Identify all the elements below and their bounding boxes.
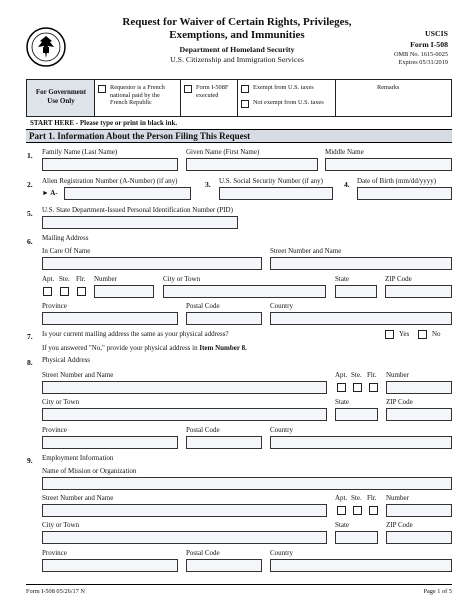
footer-form-edition: Form I-508 05/26/17 N bbox=[26, 588, 85, 595]
exempt-taxes-checkbox[interactable] bbox=[241, 85, 249, 93]
physical-ste-label: Ste. bbox=[351, 371, 362, 379]
department-name: Department of Homeland Security bbox=[179, 45, 295, 54]
a-number-field[interactable] bbox=[64, 187, 191, 200]
mailing-postal-label: Postal Code bbox=[186, 302, 220, 310]
physical-country-label: Country bbox=[270, 426, 293, 434]
physical-zip-label: ZIP Code bbox=[386, 398, 413, 406]
form-number: Form I-508 bbox=[410, 40, 448, 49]
ssn-label: U.S. Social Security Number (if any) bbox=[219, 177, 324, 185]
not-exempt-taxes-checkbox[interactable] bbox=[241, 100, 249, 108]
employment-country-label: Country bbox=[270, 549, 293, 557]
item-1-number: 1. bbox=[27, 151, 33, 160]
employment-ste-checkbox[interactable] bbox=[353, 506, 362, 515]
employment-postal-field[interactable] bbox=[186, 559, 262, 572]
mailing-city-label: City or Town bbox=[163, 275, 201, 283]
middle-name-label: Middle Name bbox=[325, 148, 364, 156]
same-address-no-checkbox[interactable] bbox=[418, 330, 427, 339]
physical-ste-checkbox[interactable] bbox=[353, 383, 362, 392]
dob-field[interactable] bbox=[357, 187, 452, 200]
employment-province-label: Province bbox=[42, 549, 67, 557]
middle-name-field[interactable] bbox=[325, 158, 452, 171]
employment-info-label: Employment Information bbox=[42, 454, 114, 462]
mailing-province-field[interactable] bbox=[42, 312, 178, 325]
employment-street-field[interactable] bbox=[42, 504, 327, 517]
physical-unit-number-field[interactable] bbox=[386, 381, 452, 394]
start-here-instruction: START HERE - Please type or print in black ink. bbox=[30, 119, 178, 127]
in-care-of-field[interactable] bbox=[42, 257, 262, 270]
physical-country-field[interactable] bbox=[270, 436, 452, 449]
mailing-country-field[interactable] bbox=[270, 312, 452, 325]
mailing-street-label: Street Number and Name bbox=[270, 247, 342, 255]
form-title-line1: Request for Waiver of Certain Rights, Privileges, bbox=[122, 16, 352, 28]
mailing-apt-label: Apt. bbox=[42, 275, 55, 283]
pid-field[interactable] bbox=[42, 216, 238, 229]
agency-name: U.S. Citizenship and Immigration Services bbox=[170, 55, 304, 64]
footer-divider bbox=[26, 584, 452, 585]
remarks-label: Remarks bbox=[377, 84, 400, 91]
physical-number-label: Number bbox=[386, 371, 409, 379]
if-no-item-ref: Item Number 8. bbox=[199, 344, 247, 352]
employment-apt-checkbox[interactable] bbox=[337, 506, 346, 515]
employment-street-label: Street Number and Name bbox=[42, 494, 114, 502]
item-4-number: 4. bbox=[344, 180, 350, 189]
mailing-flr-checkbox[interactable] bbox=[77, 287, 86, 296]
part1-header bbox=[26, 129, 452, 143]
dob-label: Date of Birth (mm/dd/yyyy) bbox=[357, 177, 437, 185]
given-name-label: Given Name (First Name) bbox=[186, 148, 260, 156]
pid-label: U.S. State Department-Issued Personal Identification Number (PID) bbox=[42, 206, 233, 214]
physical-postal-label: Postal Code bbox=[186, 426, 220, 434]
physical-flr-checkbox[interactable] bbox=[369, 383, 378, 392]
mailing-street-field[interactable] bbox=[270, 257, 452, 270]
french-national-label: Requestor is a French national paid by the French Republic bbox=[110, 84, 165, 106]
employment-postal-label: Postal Code bbox=[186, 549, 220, 557]
employment-zip-label: ZIP Code bbox=[386, 521, 413, 529]
employment-zip-field[interactable] bbox=[386, 531, 452, 544]
item-3-number: 3. bbox=[205, 180, 211, 189]
not-exempt-taxes-label: Not exempt from U.S. taxes bbox=[253, 99, 324, 106]
employment-number-label: Number bbox=[386, 494, 409, 502]
yes-label: Yes bbox=[399, 330, 410, 338]
mailing-state-field[interactable] bbox=[335, 285, 377, 298]
item-2-number: 2. bbox=[27, 180, 33, 189]
omb-number: OMB No. 1615-0025 bbox=[393, 51, 448, 58]
mailing-province-label: Province bbox=[42, 302, 67, 310]
physical-street-label: Street Number and Name bbox=[42, 371, 114, 379]
mission-name-label: Name of Mission or Organization bbox=[42, 467, 137, 475]
a-number-prefix: ► A- bbox=[42, 189, 58, 197]
physical-zip-field[interactable] bbox=[386, 408, 452, 421]
if-no-instruction bbox=[42, 345, 247, 352]
employment-city-label: City or Town bbox=[42, 521, 80, 529]
employment-country-field[interactable] bbox=[270, 559, 452, 572]
employment-state-field[interactable] bbox=[335, 531, 378, 544]
mailing-address-label: Mailing Address bbox=[42, 234, 89, 242]
physical-state-label: State bbox=[335, 398, 349, 406]
form-i508f-checkbox[interactable] bbox=[184, 85, 192, 93]
employment-state-label: State bbox=[335, 521, 349, 529]
form-title-line2: Exemptions, and Immunities bbox=[169, 29, 305, 41]
mailing-state-label: State bbox=[335, 275, 349, 283]
item-9-number: 9. bbox=[27, 456, 33, 465]
item-6-number: 6. bbox=[27, 237, 33, 246]
agency-short: USCIS bbox=[425, 29, 448, 38]
physical-apt-label: Apt. bbox=[335, 371, 348, 379]
footer-page-number: Page 1 of 5 bbox=[423, 588, 452, 595]
employment-flr-label: Flr. bbox=[367, 494, 377, 502]
exempt-taxes-label: Exempt from U.S. taxes bbox=[253, 84, 314, 91]
physical-apt-checkbox[interactable] bbox=[337, 383, 346, 392]
physical-street-field[interactable] bbox=[42, 381, 327, 394]
employment-apt-label: Apt. bbox=[335, 494, 348, 502]
employment-ste-label: Ste. bbox=[351, 494, 362, 502]
mission-name-field[interactable] bbox=[42, 477, 452, 490]
mailing-zip-label: ZIP Code bbox=[385, 275, 412, 283]
employment-city-field[interactable] bbox=[42, 531, 327, 544]
government-use-box bbox=[26, 79, 452, 117]
mailing-zip-field[interactable] bbox=[385, 285, 452, 298]
physical-postal-field[interactable] bbox=[186, 436, 262, 449]
physical-flr-label: Flr. bbox=[367, 371, 377, 379]
mailing-city-field[interactable] bbox=[163, 285, 326, 298]
item-8-number: 8. bbox=[27, 358, 33, 367]
employment-flr-checkbox[interactable] bbox=[369, 506, 378, 515]
part1-title: Part 1. Information About the Person Filing This Request bbox=[29, 131, 251, 141]
if-no-text: If you answered "No," provide your physical address in bbox=[42, 344, 200, 352]
expiration-date: Expires 05/31/2019 bbox=[398, 59, 448, 66]
mailing-ste-label: Ste. bbox=[59, 275, 70, 283]
mailing-number-label: Number bbox=[94, 275, 117, 283]
given-name-field[interactable] bbox=[186, 158, 318, 171]
in-care-of-label: In Care Of Name bbox=[42, 247, 91, 255]
item-7-number: 7. bbox=[27, 332, 33, 341]
physical-address-label: Physical Address bbox=[42, 356, 91, 364]
employment-province-field[interactable] bbox=[42, 559, 178, 572]
physical-city-label: City or Town bbox=[42, 398, 80, 406]
mailing-flr-label: Flr. bbox=[76, 275, 86, 283]
physical-province-field[interactable] bbox=[42, 436, 178, 449]
same-address-yes-checkbox[interactable] bbox=[385, 330, 394, 339]
form-i508f-label: Form I-508F executed bbox=[196, 84, 229, 99]
mailing-unit-number-field[interactable] bbox=[94, 285, 154, 298]
gov-use-label: For Government Use Only bbox=[35, 88, 87, 105]
physical-city-field[interactable] bbox=[42, 408, 327, 421]
mailing-country-label: Country bbox=[270, 302, 293, 310]
mailing-postal-field[interactable] bbox=[186, 312, 262, 325]
ssn-field[interactable] bbox=[219, 187, 333, 200]
mailing-apt-checkbox[interactable] bbox=[43, 287, 52, 296]
mailing-ste-checkbox[interactable] bbox=[60, 287, 69, 296]
employment-unit-number-field[interactable] bbox=[386, 504, 452, 517]
family-name-field[interactable] bbox=[42, 158, 178, 171]
physical-province-label: Province bbox=[42, 426, 67, 434]
no-label: No bbox=[432, 330, 441, 338]
physical-state-field[interactable] bbox=[335, 408, 378, 421]
item-5-number: 5. bbox=[27, 209, 33, 218]
a-number-label: Alien Registration Number (A-Number) (if any) bbox=[42, 177, 178, 185]
same-address-question: Is your current mailing address the same as your physical address? bbox=[42, 330, 229, 338]
french-national-checkbox[interactable] bbox=[98, 85, 106, 93]
family-name-label: Family Name (Last Name) bbox=[42, 148, 118, 156]
